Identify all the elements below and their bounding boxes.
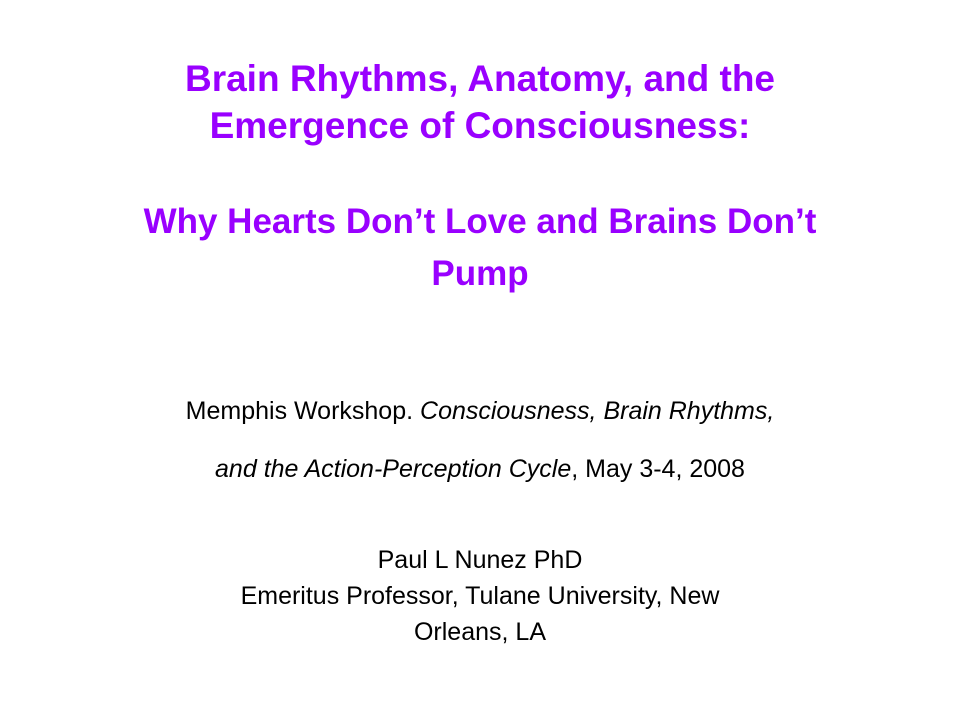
workshop-name: Memphis Workshop. xyxy=(185,397,421,425)
slide-title-line-2: Emergence of Consciousness: xyxy=(209,105,751,146)
author-block xyxy=(60,542,900,650)
workshop-info xyxy=(40,382,920,498)
author-affiliation-line-1: Emeritus Professor, Tulane University, New xyxy=(240,582,720,610)
workshop-line-1 xyxy=(40,382,920,440)
workshop-theme-part-2: and the Action-Perception Cycle xyxy=(215,455,572,483)
subtitle-line-1: Why Hearts Don’t Love and Brains Don’t xyxy=(143,202,817,241)
slide-title-line-1: Brain Rhythms, Anatomy, and the xyxy=(184,58,775,99)
slide-subtitle xyxy=(40,196,920,300)
workshop-line-2 xyxy=(40,440,920,498)
subtitle-line-2: Pump xyxy=(431,254,529,293)
workshop-theme-part-1: Consciousness, Brain Rhythms, xyxy=(420,397,775,425)
author-name: Paul L Nunez PhD xyxy=(377,546,583,574)
workshop-date: , May 3-4, 2008 xyxy=(571,455,745,483)
author-affiliation-line-2: Orleans, LA xyxy=(413,618,546,646)
